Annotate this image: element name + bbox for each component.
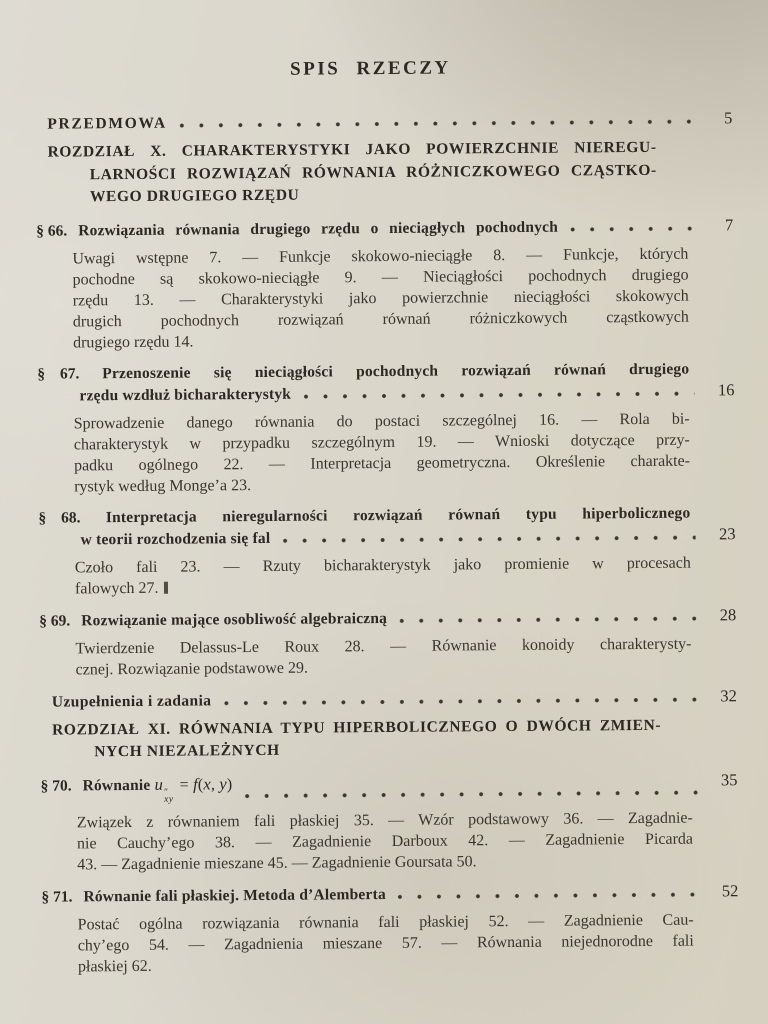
toc-entry-rozdzial-xi xyxy=(40,714,737,764)
section-title-text: Interpretacja nieregularności rozwiązań równań typu hiperbolicznego xyxy=(105,504,691,526)
toc-entry-par-68 xyxy=(38,502,736,599)
toc-line xyxy=(73,327,689,353)
toc-entry-par-71 xyxy=(41,880,739,977)
formula-part: ) xyxy=(226,775,233,793)
formula-part: ( xyxy=(197,775,204,793)
section-number: § 66. xyxy=(36,221,68,240)
toc-line xyxy=(77,849,693,875)
toc-line xyxy=(94,737,661,764)
description-text: Twierdzenie Delassus-Le Roux 28. — Równanie konoidy charakterysty- xyxy=(75,635,692,657)
chapter-title-text: LARNOŚCI ROZWIĄZAŃ RÓWNANIA RÓŻNICZKOWEGO CZĄSTKO- xyxy=(89,161,657,183)
section-title-text: w teorii rozchodzenia się fal xyxy=(80,529,271,548)
dot-leader xyxy=(282,528,695,546)
page-number: 32 xyxy=(720,685,737,705)
formula-u-xy xyxy=(154,774,175,805)
description-text: Związek z równaniem fali płaskiej 35. — Wzór podstawowy 36. — Zagadnie- xyxy=(76,809,693,831)
page-number: 5 xyxy=(723,108,733,128)
dot-leader xyxy=(223,690,697,709)
section-description xyxy=(75,552,691,599)
chapter-title-text: WEGO DRUGIEGO RZĘDU xyxy=(89,186,300,206)
section-number: § 68. xyxy=(38,508,81,527)
ink-mark xyxy=(163,581,167,593)
entry-label: Uzupełnienia i zadania xyxy=(51,691,212,711)
description-text: charakterystyk w przypadku szczególnym 19. — Wnioski dotyczące przy- xyxy=(73,431,690,453)
description-text: Uwagi wstępne 7. — Funkcje skokowo-nieciągłe 8. — Funkcje, których xyxy=(72,245,689,267)
description-text: Czoło fali 23. — Rzuty bicharakterystyk jako promienie w procesach xyxy=(74,554,691,576)
page-number: 35 xyxy=(720,769,738,789)
toc-line xyxy=(90,159,657,186)
chapter-number: ROZDZIAŁ XI. xyxy=(52,720,171,739)
toc-entry-par-70 xyxy=(40,769,738,875)
description-text: rystyk według Monge’a 23. xyxy=(74,476,252,495)
toc-line xyxy=(36,214,733,241)
toc-line xyxy=(47,107,732,134)
formula-part: Równanie xyxy=(82,776,155,794)
toc-line xyxy=(41,880,738,907)
formula-part: = xyxy=(175,776,194,794)
section-number: § 70. xyxy=(40,776,72,795)
page-number: 7 xyxy=(724,214,734,234)
dot-leader xyxy=(570,219,693,235)
description-text: 43. — Zagadnienie mieszane 45. — Zagadnienie Goursata 50. xyxy=(77,852,477,873)
toc-line xyxy=(52,685,737,712)
toc-entry-uzupelnienia xyxy=(40,685,737,712)
page-number: 28 xyxy=(719,604,737,624)
section-description xyxy=(75,633,691,680)
formula-part: x xyxy=(203,773,211,793)
chapter-title-text: NYCH NIEZALEŻNYCH xyxy=(94,741,280,761)
toc-line xyxy=(75,573,691,599)
dot-leader xyxy=(303,384,695,402)
description-text: chy’ego 54. — Zagadnienia mieszane 57. — Równania niejednorodne fali xyxy=(77,932,694,954)
toc-entry-par-69 xyxy=(39,604,737,680)
section-title-text: Rozwiązania równania drugiego rzędu o nieciągłych pochodnych xyxy=(78,218,559,239)
description-text: padku ogólnego 22. — Interpretacja geometryczna. Określenie charakte- xyxy=(73,452,691,474)
chapter-title-text: CHARAKTERYSTYKI JAKO POWIERZCHNIE NIEREGU- xyxy=(181,138,657,160)
chapter-title-text: RÓWNANIA TYPU HIPERBOLICZNEGO O DWÓCH ZMIEN- xyxy=(178,716,662,738)
section-number: § 67. xyxy=(37,364,80,383)
chapter-number: ROZDZIAŁ X. xyxy=(47,142,167,161)
dot-leader xyxy=(244,783,697,802)
toc-line xyxy=(74,471,690,497)
math-base: u xyxy=(154,774,164,794)
description-text: rzędu 13. — Charakterystyki jako powierzchnie nieciągłości skokowych xyxy=(72,287,689,309)
description-text: płaskiej 62. xyxy=(77,957,152,975)
toc-entry-przedmowa xyxy=(35,107,732,134)
section-description xyxy=(74,408,691,497)
page-number: 52 xyxy=(721,880,739,900)
description-text: drugiego rzędu 14. xyxy=(72,332,194,351)
section-title-text: Przenoszenie się nieciągłości pochodnych rozwiązań równań drugiego xyxy=(102,360,690,382)
toc-line xyxy=(39,604,736,631)
description-text: falowych 27. xyxy=(74,579,159,597)
entry-label: PRZEDMOWA xyxy=(47,114,167,133)
description-text: Postać ogólna rozwiązania równania fali płaskiej 52. — Zagadnienie Cau- xyxy=(77,911,694,933)
description-text: Sprowadzenie danego równania do postaci szczególnej 16. — Rola bi- xyxy=(73,410,690,432)
section-number: § 71. xyxy=(41,887,73,906)
page-number: 16 xyxy=(717,379,735,399)
math-superscript: ″ xyxy=(164,787,168,798)
dot-leader xyxy=(399,609,696,626)
section-title-text: rzędu wzdłuż bicharakterystyk xyxy=(79,385,292,404)
math-subscript: xy xyxy=(164,794,174,805)
section-number: § 69. xyxy=(39,611,71,630)
section-title-text: Rozwiązanie mające osobliwość algebraiczną xyxy=(81,609,388,629)
toc-line xyxy=(40,769,737,805)
toc-entry-rozdzial-x xyxy=(35,136,733,209)
description-text: nie Cauchy’ego 38. — Zagadnienie Darboux 42. — Zagadnienie Picarda xyxy=(76,830,694,852)
toc-entry-par-67 xyxy=(37,358,735,497)
math-scripts xyxy=(164,789,174,804)
section-title-text: Równanie fali płaskiej. Metoda d’Alemberta xyxy=(83,885,386,905)
toc-line xyxy=(76,654,692,680)
description-text: pochodne są skokowo-nieciągłe 9. — Nieciągłości pochodnych drugiego xyxy=(72,266,689,288)
toc-entry-par-66 xyxy=(36,214,734,353)
toc-entries xyxy=(35,107,739,977)
toc-line xyxy=(90,182,657,209)
dot-leader xyxy=(398,885,699,902)
formula-part: y xyxy=(219,773,227,793)
dot-leader xyxy=(179,113,693,132)
formula-part: , xyxy=(210,775,220,793)
formula-part: f xyxy=(192,773,198,794)
page-title: SPIS RZECZY xyxy=(290,57,451,80)
section-description xyxy=(72,243,689,353)
page-number: 23 xyxy=(719,523,736,543)
section-description xyxy=(77,807,693,875)
description-text: cznej. Rozwiązanie podstawowe 29. xyxy=(75,659,309,678)
section-title-text xyxy=(82,773,232,805)
section-description xyxy=(78,909,694,977)
description-text: drugich pochodnych rozwiązań równań różniczkowych cząstkowych xyxy=(72,308,689,330)
toc-line xyxy=(52,714,661,741)
